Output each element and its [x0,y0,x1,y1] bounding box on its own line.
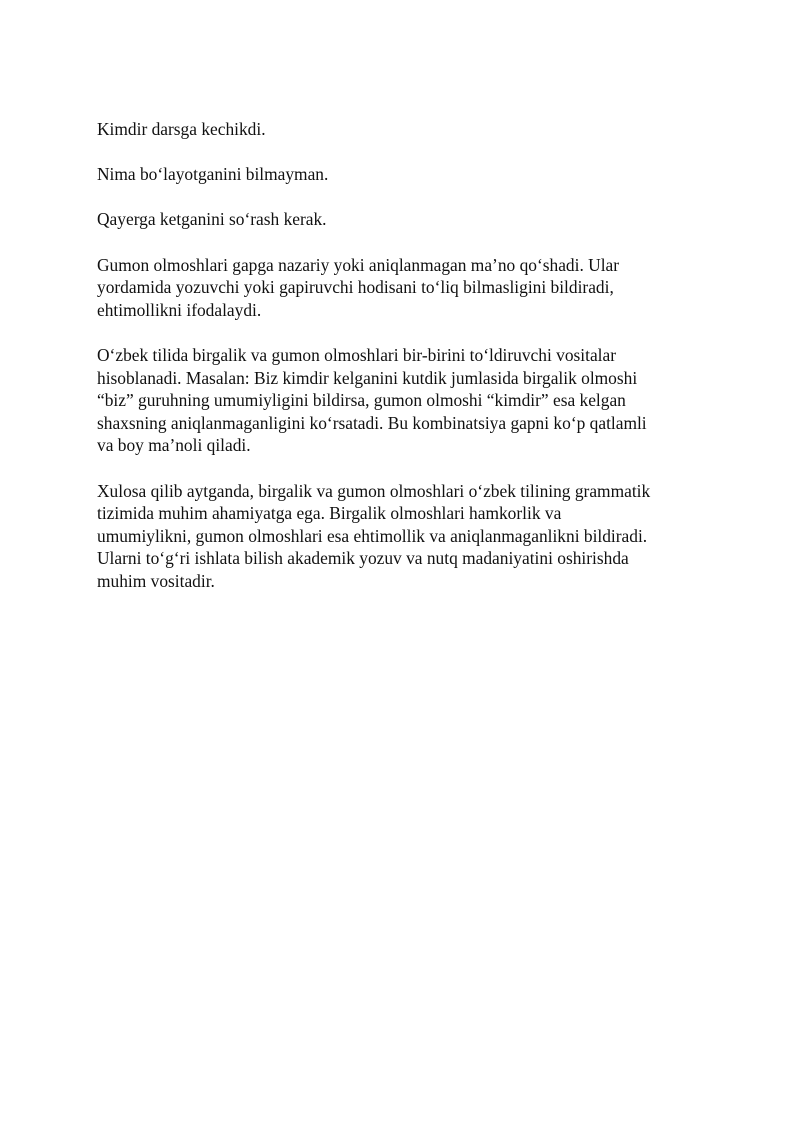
paragraph-conclusion: Xulosa qilib aytganda, birgalik va gumon olmoshlari oʻzbek tilining grammatik tizimida muhim ahamiyatga ega. Birgalik olmoshlari hamkorlik va umumiylikni, gumon olmoshlari esa ehtimollik va aniqlanmaganlikni bildiradi. Ularni toʻgʻri ishlata bilish akademik yozuv va nutq madaniyatini oshirishda muhim vositadir. [97,480,651,591]
document-body [97,118,709,615]
paragraph-example-1: Kimdir darsga kechikdi. [97,119,266,139]
paragraph-gumon-definition: Gumon olmoshlari gapga nazariy yoki aniqlanmagan maʼno qoʻshadi. Ular yordamida yozuvchi yoki gapiruvchi hodisani toʻliq bilmasligini bildiradi, ehtimollikni ifodalaydi. [97,254,620,320]
paragraph-example-2: Nima boʻlayotganini bilmayman. [97,164,329,185]
paragraph-comparison: Oʻzbek tilida birgalik va gumon olmoshlari bir-birini toʻldiruvchi vositalar hisoblanadi. Masalan: Biz kimdir kelganini kutdik jumlasida birgalik olmoshi “biz” guruhning umumiyligini bildirsa, gumon olmoshi “kimdir” esa kelgan shaxsning aniqlanmaganligini koʻrsatadi. Bu kombinatsiya gapni koʻp qatlamli va boy maʼnoli qiladi. [97,344,647,456]
paragraph-example-3: Qayerga ketganini soʻrash kerak. [97,209,327,230]
